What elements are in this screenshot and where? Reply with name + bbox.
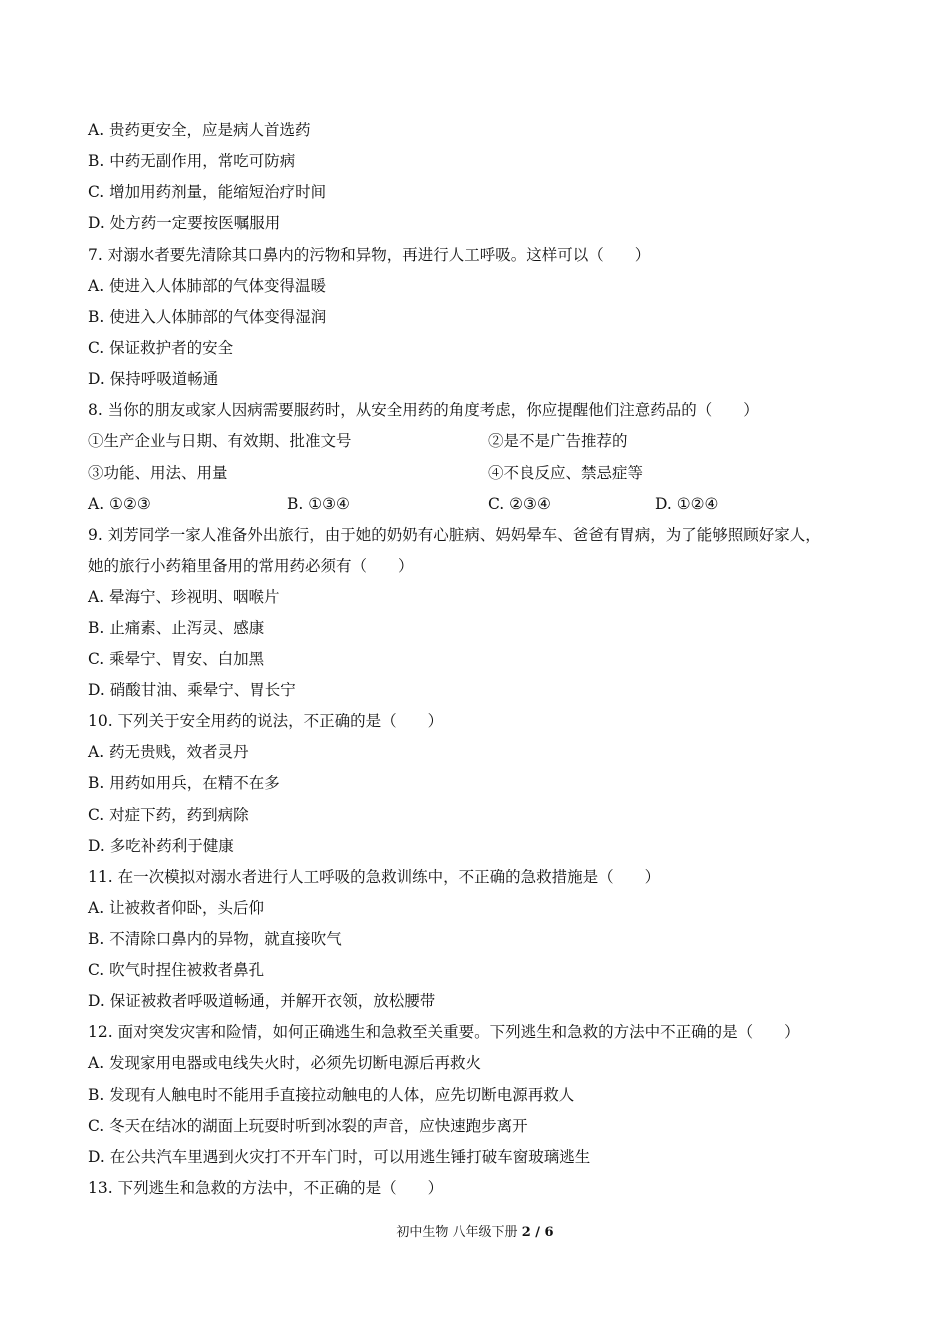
q6-option-b: B. 中药无副作用，常吃可防病 [88, 152, 296, 170]
q10-option-a: A. 药无贵贱，效者灵丹 [88, 743, 249, 761]
q8-stem: 8. 当你的朋友或家人因病需要服药时，从安全用药的角度考虑，你应提醒他们注意药品的（ ） [88, 401, 759, 419]
q6-option-c: C. 增加用药剂量，能缩短治疗时间 [88, 183, 327, 201]
page-number: 2 / 6 [521, 1225, 554, 1240]
q11-option-d: D. 保证被救者呼吸道畅通，并解开衣领，放松腰带 [88, 992, 436, 1010]
q6-option-a: A. 贵药更安全，应是病人首选药 [88, 121, 311, 139]
q10-option-b: B. 用药如用兵，在精不在多 [88, 774, 280, 792]
q11-stem: 11. 在一次模拟对溺水者进行人工呼吸的急救训练中，不正确的急救措施是（ ） [88, 868, 661, 886]
q7-option-a: A. 使进入人体肺部的气体变得温暖 [88, 277, 327, 295]
q8-item-4: ④不良反应、禁忌症等 [488, 464, 644, 482]
q7-option-c: C. 保证救护者的安全 [88, 339, 234, 357]
q13-stem: 13. 下列逃生和急救的方法中，不正确的是（ ） [88, 1179, 444, 1197]
page-footer [0, 1224, 950, 1242]
q9-stem-line1: 9. 刘芳同学一家人准备外出旅行，由于她的奶奶有心脏病、妈妈晕车、爸爸有胃病，为了能够照顾好家人， [88, 526, 821, 544]
q8-item-3: ③功能、用法、用量 [88, 464, 228, 482]
q8-item-1: ①生产企业与日期、有效期、批准文号 [88, 432, 352, 450]
q12-stem: 12. 面对突发灾害和险情，如何正确逃生和急救至关重要。下列逃生和急救的方法中不正确的是（ ） [88, 1023, 800, 1041]
q9-option-d: D. 硝酸甘油、乘晕宁、胃长宁 [88, 681, 296, 699]
q11-option-b: B. 不清除口鼻内的异物，就直接吹气 [88, 930, 342, 948]
q8-option-c: C. ②③④ [488, 495, 551, 513]
q10-option-c: C. 对症下药，药到病除 [88, 806, 249, 824]
q10-option-d: D. 多吃补药利于健康 [88, 837, 234, 855]
q11-option-c: C. 吹气时捏住被救者鼻孔 [88, 961, 265, 979]
q9-stem-line2: 她的旅行小药箱里备用的常用药必须有（ ） [88, 557, 414, 575]
q7-option-b: B. 使进入人体肺部的气体变得湿润 [88, 308, 327, 326]
q8-item-2: ②是不是广告推荐的 [488, 432, 628, 450]
q9-option-b: B. 止痛素、止泻灵、感康 [88, 619, 265, 637]
q9-option-a: A. 晕海宁、珍视明、咽喉片 [88, 588, 280, 606]
q8-option-d: D. ①②④ [655, 495, 719, 513]
q12-option-b: B. 发现有人触电时不能用手直接拉动触电的人体，应先切断电源再救人 [88, 1086, 575, 1104]
q9-option-c: C. 乘晕宁、胃安、白加黑 [88, 650, 265, 668]
q12-option-c: C. 冬天在结冰的湖面上玩耍时听到冰裂的声音，应快速跑步离开 [88, 1117, 528, 1135]
q7-stem: 7. 对溺水者要先清除其口鼻内的污物和异物，再进行人工呼吸。这样可以（ ） [88, 246, 651, 264]
q11-option-a: A. 让被救者仰卧，头后仰 [88, 899, 265, 917]
q8-option-b: B. ①③④ [287, 495, 350, 513]
q10-stem: 10. 下列关于安全用药的说法，不正确的是（ ） [88, 712, 444, 730]
q7-option-d: D. 保持呼吸道畅通 [88, 370, 219, 388]
q8-option-a: A. ①②③ [88, 495, 151, 513]
q12-option-d: D. 在公共汽车里遇到火灾打不开车门时，可以用逃生锤打破车窗玻璃逃生 [88, 1148, 591, 1166]
q12-option-a: A. 发现家用电器或电线失火时，必须先切断电源后再救火 [88, 1054, 482, 1072]
footer-label: 初中生物 八年级下册 [396, 1225, 522, 1240]
q6-option-d: D. 处方药一定要按医嘱服用 [88, 214, 281, 232]
